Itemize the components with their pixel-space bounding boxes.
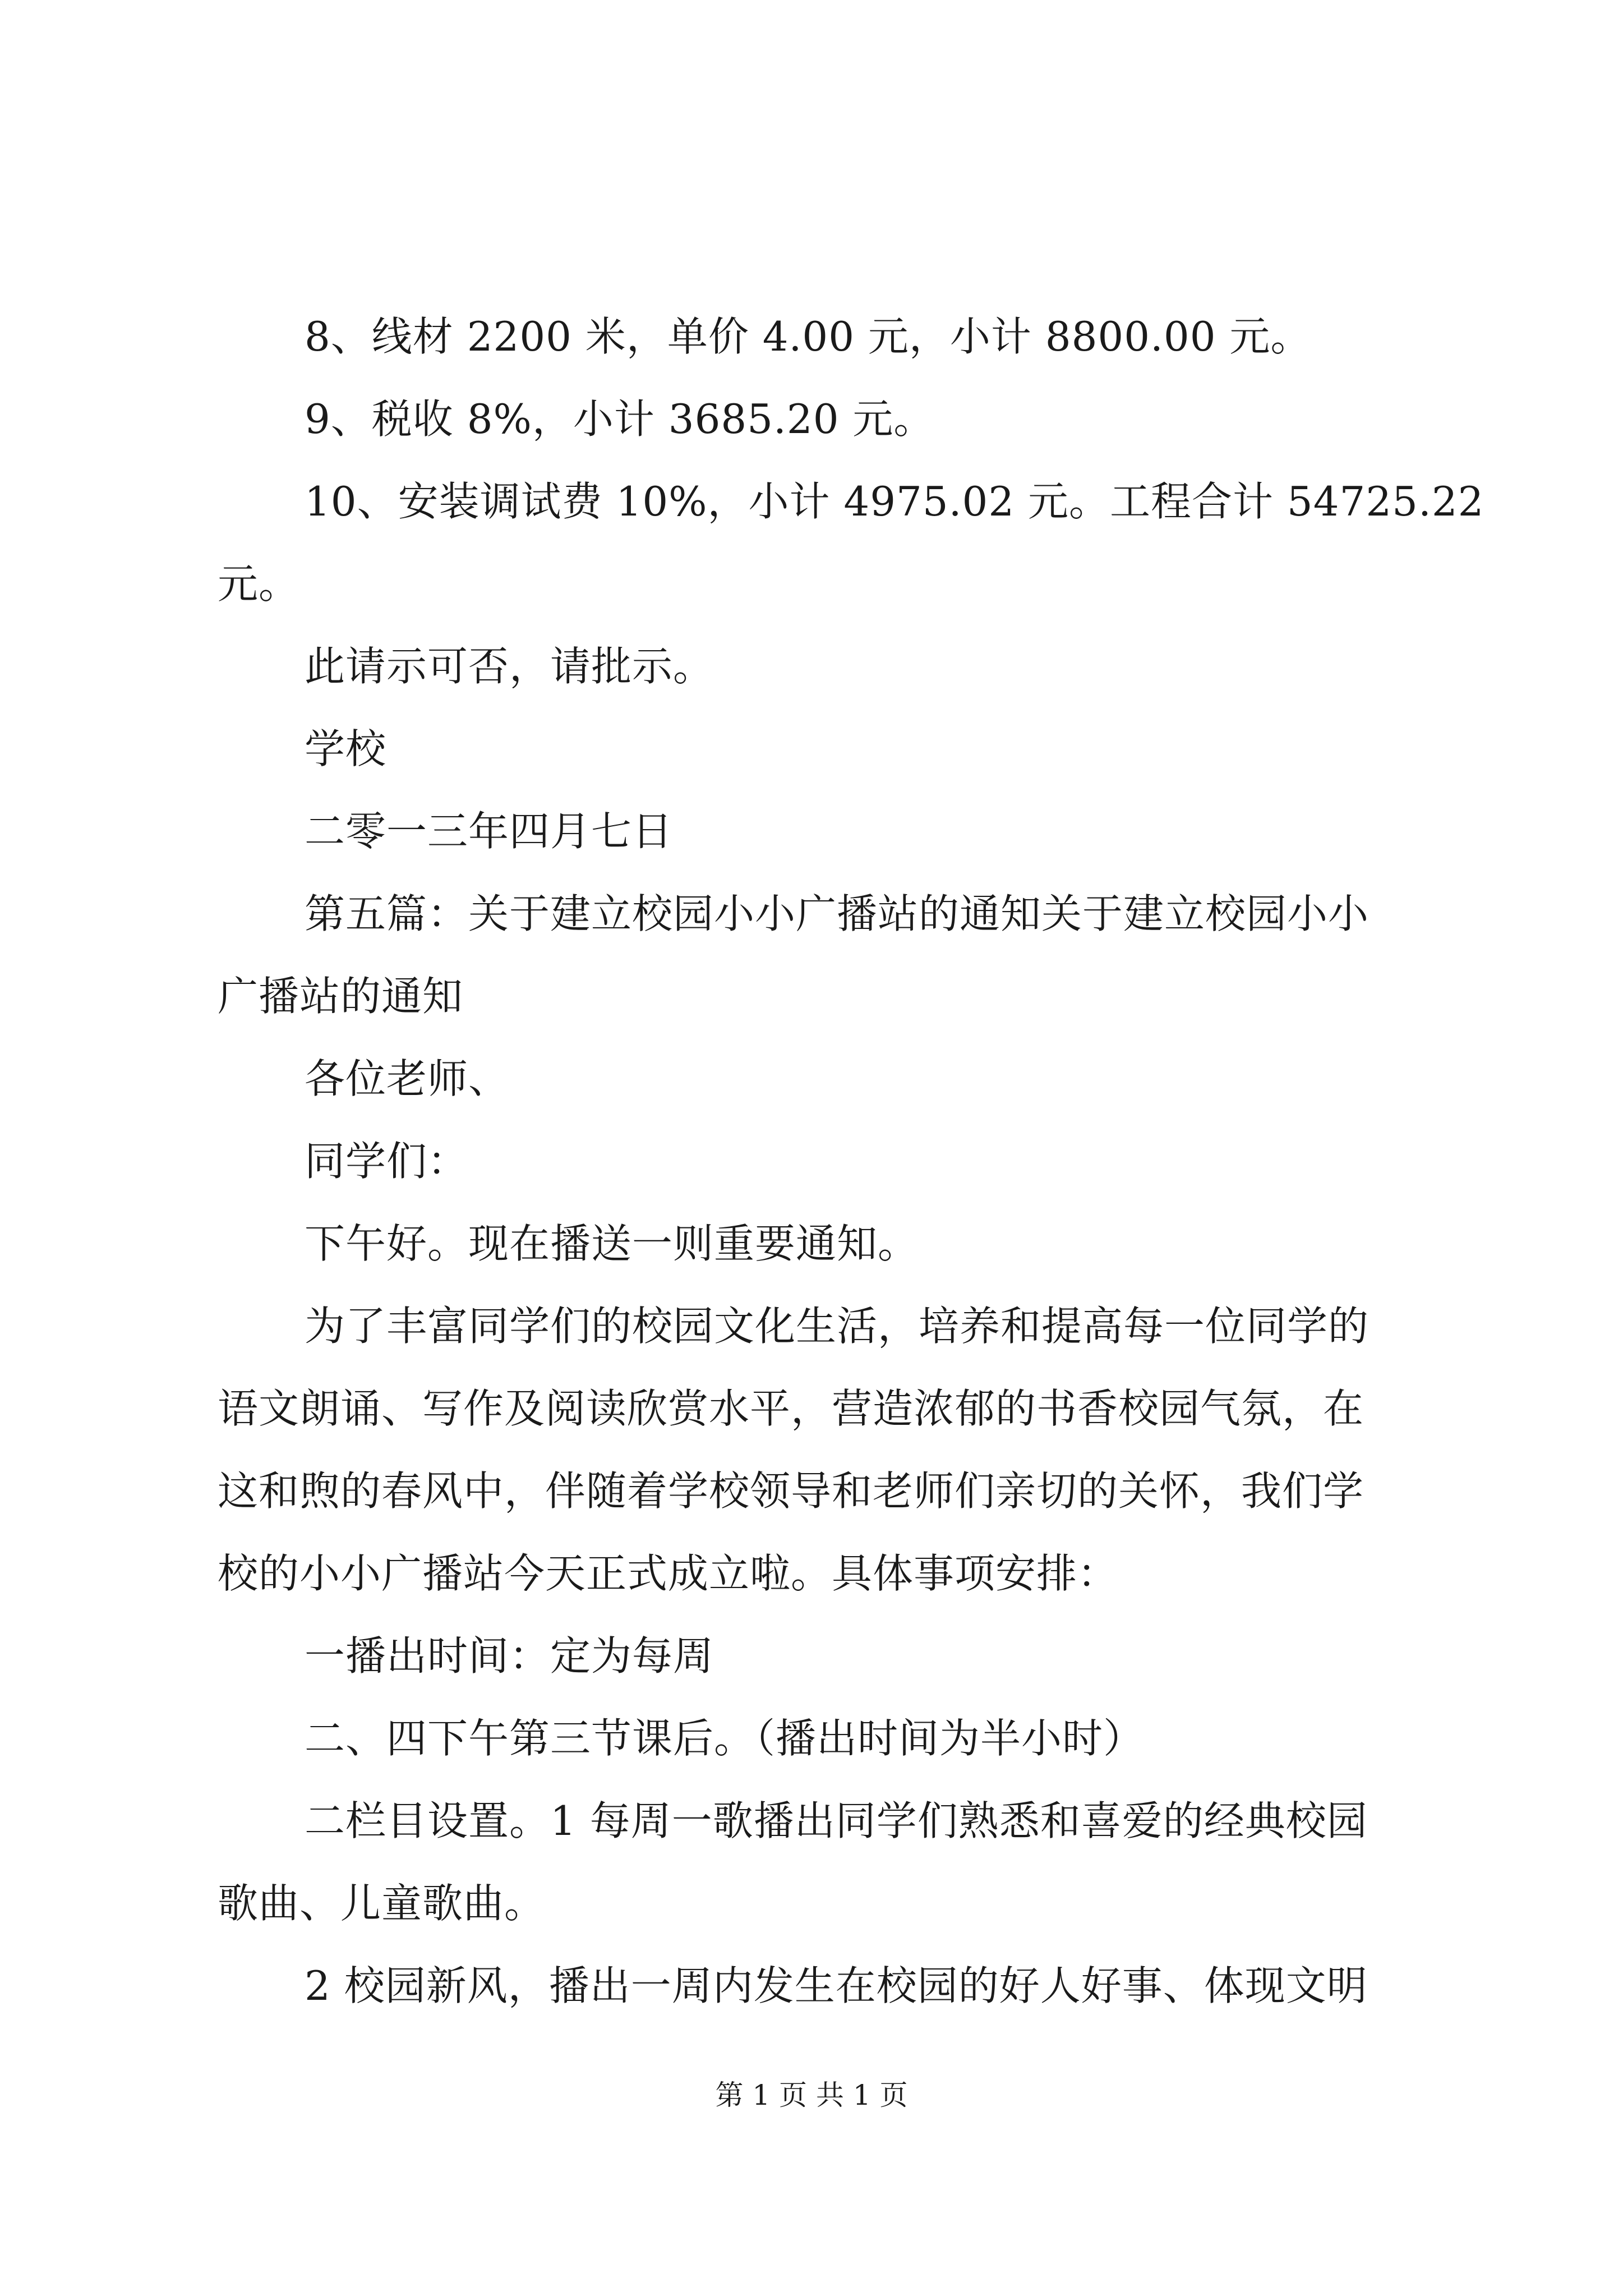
- page-number-footer: 第 1 页 共 1 页: [715, 2079, 908, 2111]
- text-line: 各位老师、: [305, 1055, 510, 1102]
- text-line: 学校: [305, 725, 387, 772]
- text-line: 歌曲、儿童歌曲。: [218, 1880, 546, 1927]
- text-line: 2 校园新风，播出一周内发生在校园的好人好事、体现文明: [305, 1962, 1368, 2009]
- text-line: 二、四下午第三节课后。（播出时间为半小时）: [305, 1715, 1145, 1762]
- text-line: 此请示可否，请批示。: [305, 643, 714, 690]
- text-line: 8、线材 2200 米，单价 4.00 元，小计 8800.00 元。: [305, 313, 1312, 360]
- text-line: 元。: [218, 560, 300, 608]
- text-line: 校的小小广播站今天正式成立啦。具体事项安排：: [218, 1550, 1119, 1597]
- section-heading: 第五篇：关于建立校园小小广播站的通知关于建立校园小小: [305, 890, 1370, 937]
- text-line: 一播出时间：定为每周: [305, 1632, 714, 1680]
- section-heading-continued: 广播站的通知: [218, 973, 464, 1020]
- text-line: 语文朗诵、写作及阅读欣赏水平，营造浓郁的书香校园气氛，在: [218, 1385, 1364, 1432]
- text-line: 二栏目设置。1 每周一歌播出同学们熟悉和喜爱的经典校园: [305, 1797, 1368, 1844]
- text-line: 下午好。现在播送一则重要通知。: [305, 1220, 919, 1267]
- text-line: 二零一三年四月七日: [305, 808, 674, 855]
- text-line: 9、税收 8%，小计 3685.20 元。: [305, 395, 935, 443]
- text-line: 这和煦的春风中，伴随着学校领导和老师们亲切的关怀，我们学: [218, 1467, 1364, 1515]
- text-line: 同学们：: [305, 1138, 469, 1185]
- text-line: 10、安装调试费 10%，小计 4975.02 元。工程合计 54725.22: [305, 478, 1484, 525]
- text-line: 为了丰富同学们的校园文化生活，培养和提高每一位同学的: [305, 1303, 1370, 1350]
